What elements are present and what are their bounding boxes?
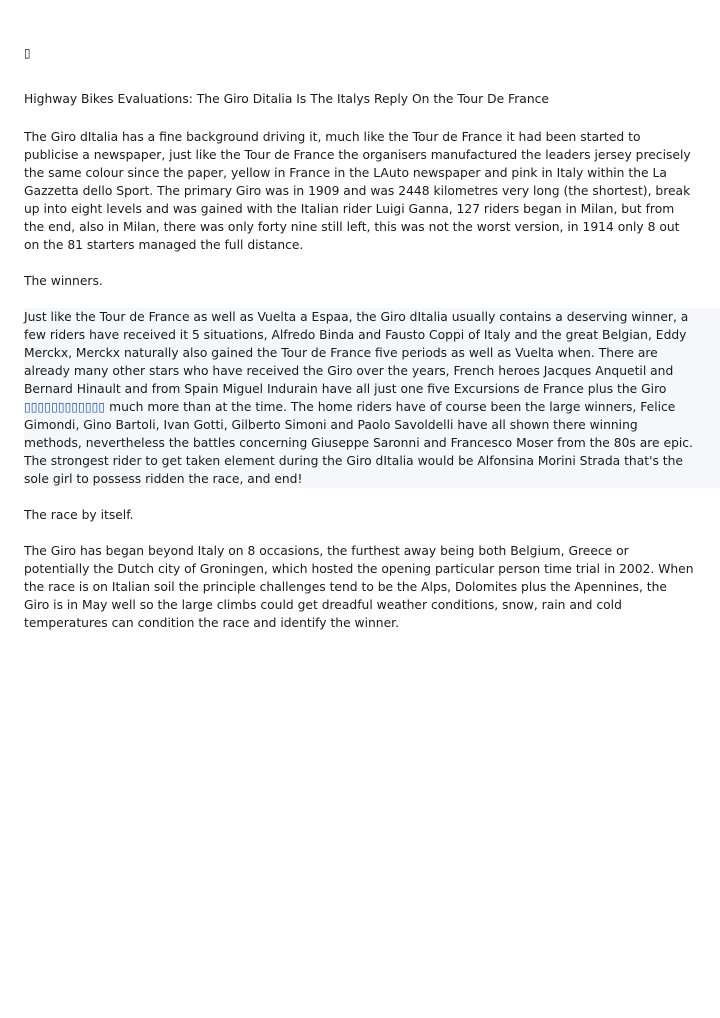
heading-winners: The winners. [24, 274, 103, 288]
article-title: Highway Bikes Evaluations: The Giro Ditalia Is The Italys Reply On the Tour De France [24, 92, 549, 106]
missing-glyph-icon: ▯ [24, 46, 31, 60]
inline-link[interactable]: ▯▯▯▯▯▯▯▯▯▯▯▯ [24, 400, 106, 414]
paragraph-race: The Giro has began beyond Italy on 8 occasions, the furthest away being both Belgium, Greece or potentially the Dutch city of Groningen, which hosted the opening particular person time trial in 2002. When the race is on Italian soil the principle challenges tend to be the Alps, Dolomites plus the Apennines, the Giro is in May well so the large climbs could get dreadful weather conditions, snow, rain and cold temperatures can condition the race and identify the winner. [24, 544, 694, 630]
heading-race: The race by itself. [24, 508, 134, 522]
paragraph-winners-text-before: Just like the Tour de France as well as Vuelta a Espaa, the Giro dItalia usually contains a deserving winner, a few riders have received it 5 situations, Alfredo Binda and Fausto Coppi of Italy and the great Belgian, Eddy Merckx, Merckx naturally also gained the Tour de France five periods as well as Vuelta when. There are already many other stars who have received the Giro over the years, French heroes Jacques Anquetil and Bernard Hinault and from Spain Miguel Indurain have all just one five Excursions de France plus the Giro [24, 310, 689, 396]
paragraph-history: The Giro dItalia has a fine background driving it, much like the Tour de France it had been started to publicise a newspaper, just like the Tour de France the organisers manufactured the leaders jersey precisely the same colour since the paper, yellow in France in the LAuto newspaper and pink in Italy within the La Gazzetta dello Sport. The primary Giro was in 1909 and was 2448 kilometres very long (the shortest), break up into eight levels and was gained with the Italian rider Luigi Ganna, 127 riders began in Milan, but from the end, also in Milan, there was only forty nine still left, this was not the worst version, in 1914 only 8 out on the 81 starters managed the full distance. [24, 130, 691, 252]
paragraph-winners [24, 308, 720, 488]
paragraph-winners-text-after: much more than at the time. The home riders have of course been the large winners, Felice Gimondi, Gino Bartoli, Ivan Gotti, Gilberto Simoni and Paolo Savoldelli have all shown there winning methods, nevertheless the battles concerning Giuseppe Saronni and Francesco Moser from the 80s are epic. The strongest rider to get taken element during the Giro dItalia would be Alfonsina Morini Strada that's the sole girl to possess ridden the race, and end! [24, 400, 693, 486]
